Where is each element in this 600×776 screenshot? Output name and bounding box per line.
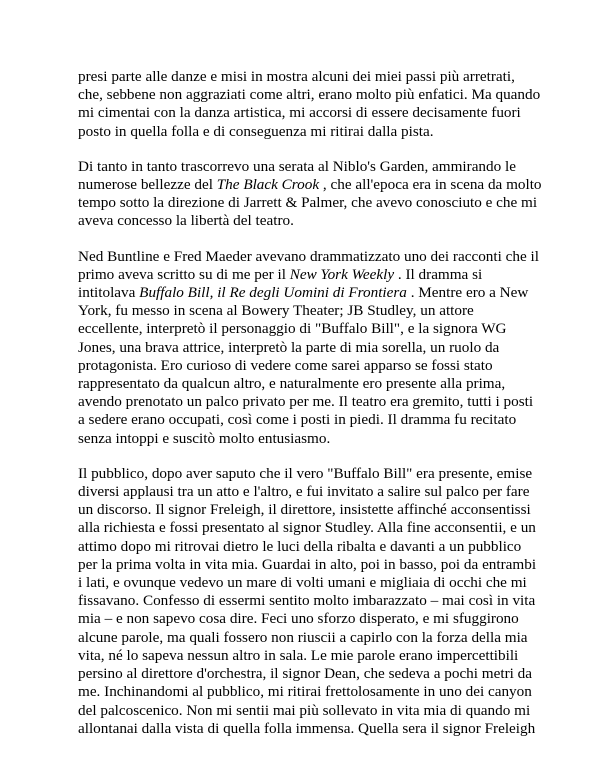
text-segment: aveva concesso la libertà del teatro.: [78, 212, 294, 230]
italic-title: New York Weekly: [289, 265, 395, 283]
text-line: [78, 574, 528, 592]
document-page: [78, 68, 542, 755]
text-line: [78, 411, 528, 429]
text-line: [78, 266, 528, 284]
text-segment: del palcoscenico. Non mi sentii mai più sollevato in vita mia di quando mi: [78, 701, 531, 719]
text-line: [78, 683, 532, 701]
text-line: [78, 701, 531, 720]
text-segment: mi cimentai con la danza artistica, mi accorsi di essere decisamente fuori: [78, 104, 521, 122]
text-segment: tempo sotto la direzione di Jarrett & Palmer, che avevo conosciuto e che mi: [78, 194, 538, 212]
text-segment: un discorso. Il signor Freleigh, il direttore, insistette affinché acconsentissi: [78, 501, 531, 519]
text-line: [78, 430, 528, 448]
text-segment: presi parte alle danze e misi in mostra alcuni dei miei passi più arretrati,: [78, 68, 515, 85]
paragraph: [78, 157, 542, 231]
text-segment: numerose bellezze del: [78, 176, 217, 194]
text-segment: alla richiesta e fossi presentato al signor Studley. Alla fine acconsentii, e un: [78, 519, 536, 537]
text-segment: . Il dramma si: [394, 265, 483, 283]
text-line: [78, 629, 528, 647]
text-segment: allontanai dalla vista di quella folla immensa. Quella sera il signor Freleigh: [78, 719, 536, 737]
text-segment: Jones, una brava attrice, interpretò la parte di mia sorella, un ruolo da: [78, 338, 500, 356]
text-segment: posto in quella folla e di conseguenza mi ritirai dalla pista.: [78, 122, 434, 140]
text-segment: Ned Buntline e Fred Maeder avevano drammatizzato uno dei racconti che il: [78, 247, 539, 265]
text-line: [78, 519, 536, 537]
text-segment: Di tanto in tanto trascorrevo una serata al Niblo's Garden, ammirando le: [78, 157, 516, 175]
text-line: [78, 647, 528, 665]
text-line: [78, 610, 528, 628]
text-segment: senza intoppi e suscitò molto entusiasmo.: [78, 429, 331, 447]
text-line: [78, 538, 528, 556]
text-line: [78, 464, 533, 483]
text-segment: alcune parole, ma quali fossero non riuscii a capirlo con la forza della mia: [78, 628, 528, 646]
italic-title: The Black Crook: [216, 176, 320, 194]
text-segment: protagonista. Ero curioso di vedere come sarei apparso se fossi stato: [78, 356, 493, 374]
text-line: [78, 302, 528, 320]
text-segment: attimo dopo mi ritrovai dietro le luci della ribalta e davanti a un pubblico: [78, 537, 522, 555]
text-segment: i lati, e ovunque vedevo un mare di volti umani e migliaia di occhi che mi: [78, 574, 527, 592]
text-segment: per la prima volta in vita mia. Guardai in alto, poi in basso, poi da entrambi: [78, 555, 537, 573]
text-line: [78, 158, 528, 176]
paragraph: [78, 247, 539, 448]
text-line: [78, 194, 538, 212]
text-line: [78, 68, 528, 86]
text-line: [78, 719, 536, 738]
paragraph: [78, 68, 541, 141]
text-line: [78, 212, 528, 230]
text-segment: . Mentre ero a New: [406, 284, 529, 302]
text-segment: a sedere erano occupati, così come i posti in piedi. Il dramma fu recitato: [78, 411, 517, 429]
text-line: [78, 320, 528, 338]
text-segment: persino al direttore d'orchestra, il signor Dean, che sedeva a pochi metri da: [78, 665, 532, 683]
text-segment: avendo prenotato un palco privato per me. Il teatro era gremito, tutti i posti: [78, 393, 534, 411]
text-segment: me. Inchinandomi al pubblico, mi ritirai frettolosamente in uno dei canyon: [78, 683, 532, 701]
text-line: [78, 555, 537, 574]
text-segment: primo aveva scritto su di me per il: [78, 265, 290, 283]
text-line: [78, 247, 539, 266]
text-segment: mia – e non sapevo cosa dire. Feci uno sforzo disperato, e mi sfuggirono: [78, 610, 519, 628]
text-line: [78, 284, 528, 302]
text-segment: Il pubblico, dopo aver saputo che il vero "Buffalo Bill" era presente, emise: [78, 464, 533, 482]
text-segment: vita, né lo sapeva nessun altro in sala. Le mie parole erano impercettibili: [78, 646, 519, 664]
text-line: [78, 375, 528, 393]
text-line: [78, 176, 542, 194]
text-segment: intitolava: [78, 284, 140, 302]
text-line: [78, 483, 528, 501]
text-segment: eccellente, interpretò il personaggio di "Buffalo Bill", e la signora WG: [78, 320, 507, 338]
text-segment: che, sebbene non aggraziati come altri, erano molto più enfatici. Ma quando: [78, 86, 541, 104]
text-segment: diversi applausi tra un atto e l'altro, e fui invitato a salire sul palco per fare: [78, 483, 530, 501]
italic-title: Buffalo Bill, il Re degli Uomini di Frontiera: [139, 284, 407, 302]
text-line: [78, 86, 541, 104]
paragraph: [78, 464, 537, 738]
text-segment: , che all'epoca era in scena da molto: [319, 176, 542, 194]
text-segment: York, fu messo in scena al Bowery Theater; JB Studley, un attore: [78, 302, 474, 320]
text-line: [78, 393, 534, 411]
text-line: [78, 501, 531, 519]
text-segment: fissavano. Confesso di essermi sentito molto imbarazzato – mai così in vita: [78, 592, 536, 610]
text-line: [78, 592, 536, 610]
text-line: [78, 665, 532, 683]
text-line: [78, 339, 528, 357]
text-line: [78, 104, 528, 122]
text-line: [78, 357, 528, 375]
text-segment: rappresentato da qualcun altro, e naturalmente ero presente alla prima,: [78, 375, 506, 393]
text-line: [78, 123, 528, 141]
